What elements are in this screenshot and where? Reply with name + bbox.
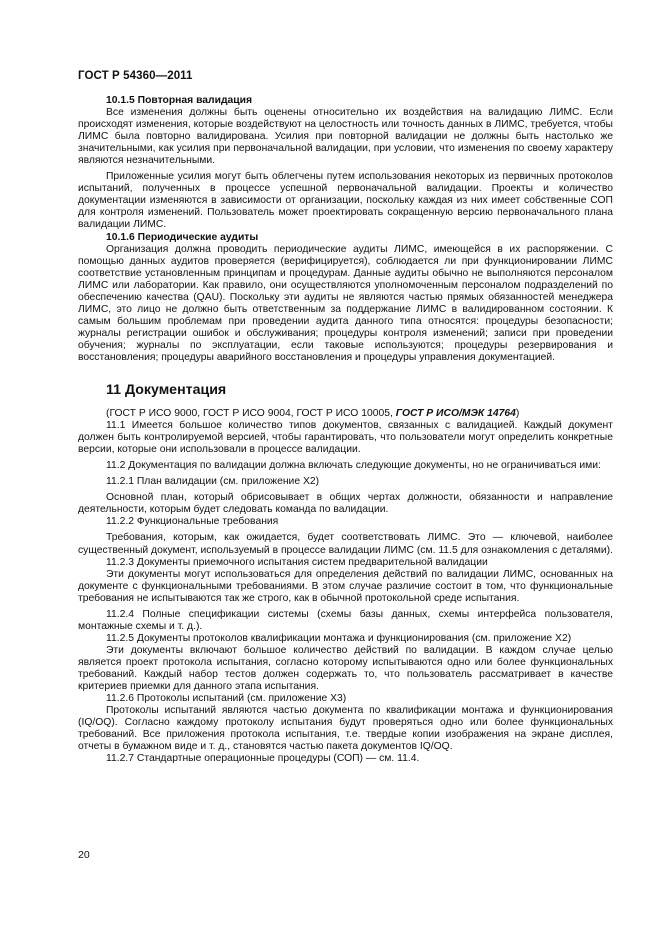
clause-11-2-1-text: Основной план, который обрисовывает в общих чертах должности, обязанности и направление деятельности, которым будет следовать команда по валидации. xyxy=(78,492,613,516)
clause-11-2-3-text: Эти документы могут использоваться для определения действий по валидации ЛИМС, основанных на документе с функциональными требованиями. В этом случае различие состоит в том, что функциональные требования не испытываются так же строго, как в обычной протокольной среде испытания. xyxy=(78,568,613,604)
clause-11-2-1-title: 11.2.1 План валидации (см. приложение Х2) xyxy=(106,476,320,488)
section-10-1-6-paragraph: Организация должна проводить периодические аудиты ЛИМС, имеющейся в их распоряжении. С помощью данных аудитов проверяется (верифицируется), соблюдается ли при функционировании ЛИМС соответствие установленным принципам и процедурам. Данные аудиты обычно не выполняются персоналом ЛИМС или лаборатории. Как правило, они осуществляются уполномоченным персоналом подразделений по обеспечению качества (QAU). Поскольку эти аудиты не являются частью прямых обязанностей менеджера ЛИМС, это лицо не должно быть ответственным за поддержание ЛИМС в валидированном состоянии. К самым большим проблемам при проведении аудита данного типа относятся: процедуры безопасности; журналы регистрации ошибок и обслуживания; процедуры контроля изменений; записи при проведении обучения; журналы по эксплуатации, если таковые используются; процедуры резервирования и восстановления; процедуры аварийного восстановления и процедуры управления документацией. xyxy=(78,243,613,363)
clause-11-2-6-text: Протоколы испытаний являются частью документа по квалификации монтажа и функционирования (IQ/OQ). Согласно каждому протоколу испытания будут проверяться одно или более функциональных требований. Все приложения протокола испытания, т.е. твердые копии изображения на экране дисплея, отчеты в бумажном виде и т. д., становятся частью пакета документов IQ/OQ. xyxy=(78,705,613,753)
clause-11-1: 11.1 Имеется большое количество типов документов, связанных с валидацией. Каждый документ должен быть контролируемой версией, чтобы гарантировать, что пользователи могут определить конкретные версии, которые они использовали в процессе валидации. xyxy=(78,420,613,456)
section-10-1-6-title: 10.1.6 Периодические аудиты xyxy=(106,231,259,243)
page-number: 20 xyxy=(78,849,90,861)
clause-11-2-2-text: Требования, которым, как ожидается, будет соответствовать ЛИМС. Это — ключевой, наиболее существенный документ, используемый в процессе валидации ЛИМС (см. 11.5 для ознакомления с деталями). xyxy=(78,532,613,556)
section-10-1-5-paragraph-1: Все изменения должны быть оценены относительно их воздействия на валидацию ЛИМС. Если происходят изменения, которые воздействуют на целостность или точность данных в ЛИМС, требуется, чтобы ЛИМС была повторно валидирована. Усилия при повторной валидации не должны быть настолько же значительными, как усилия при первоначальной валидации, при условии, что изменения по своему характеру являются незначительными. xyxy=(78,107,613,167)
clause-11-2-4: 11.2.4 Полные спецификации системы (схемы базы данных, схемы интерфейса пользователя, монтажные схемы и т. д.). xyxy=(78,608,613,632)
page-header: ГОСТ Р 54360—2011 xyxy=(78,70,193,82)
section-10-1-5-title: 10.1.5 Повторная валидация xyxy=(106,95,253,106)
references-close: ) xyxy=(515,408,520,420)
references-bold: ГОСТ Р ИСО/МЭК 14764 xyxy=(395,408,516,420)
clause-11-2-5-text: Эти документы включают большое количество действий по валидации. В каждом случае целью является проект протокола испытания, согласно которому испытываются одно или более функциональных требований. Каждый набор тестов должен содержать то, что пользователь рассматривает в качестве критериев приемки для данного этапа испытания. xyxy=(78,644,613,693)
clause-11-2-6-title: 11.2.6 Протоколы испытаний (см. приложение Х3) xyxy=(106,693,347,705)
clause-11-2: 11.2 Документация по валидации должна включать следующие документы, но не ограничиваться ими: xyxy=(106,460,601,472)
section-11-heading: 11 Документация xyxy=(106,382,227,399)
section-10-1-5-paragraph-2: Приложенные усилия могут быть облегчены путем использования некоторых из первичных протоколов испытаний, полученных в процессе успешной первоначальной валидации. Проекты и количество документации изменяются в зависимости от организации, поскольку каждая из них имеет собственные СОП для контроля изменений. Пользователь может проектировать сокращенную версию первоначального плана валидации ЛИМС. xyxy=(78,171,613,231)
clause-11-2-3-title: 11.2.3 Документы приемочного испытания систем предварительной валидации xyxy=(106,556,488,568)
clause-11-2-2-title: 11.2.2 Функциональные требования xyxy=(106,516,279,528)
clause-11-2-7: 11.2.7 Стандартные операционные процедуры (СОП) — см. 11.4. xyxy=(106,753,420,765)
document-body xyxy=(78,95,613,765)
section-11-references xyxy=(78,408,613,420)
clause-11-2-5-title: 11.2.5 Документы протоколов квалификации монтажа и функционирования (см. приложение Х2) xyxy=(106,632,572,644)
references-plain: (ГОСТ Р ИСО 9000, ГОСТ Р ИСО 9004, ГОСТ Р ИСО 10005, xyxy=(106,408,396,420)
